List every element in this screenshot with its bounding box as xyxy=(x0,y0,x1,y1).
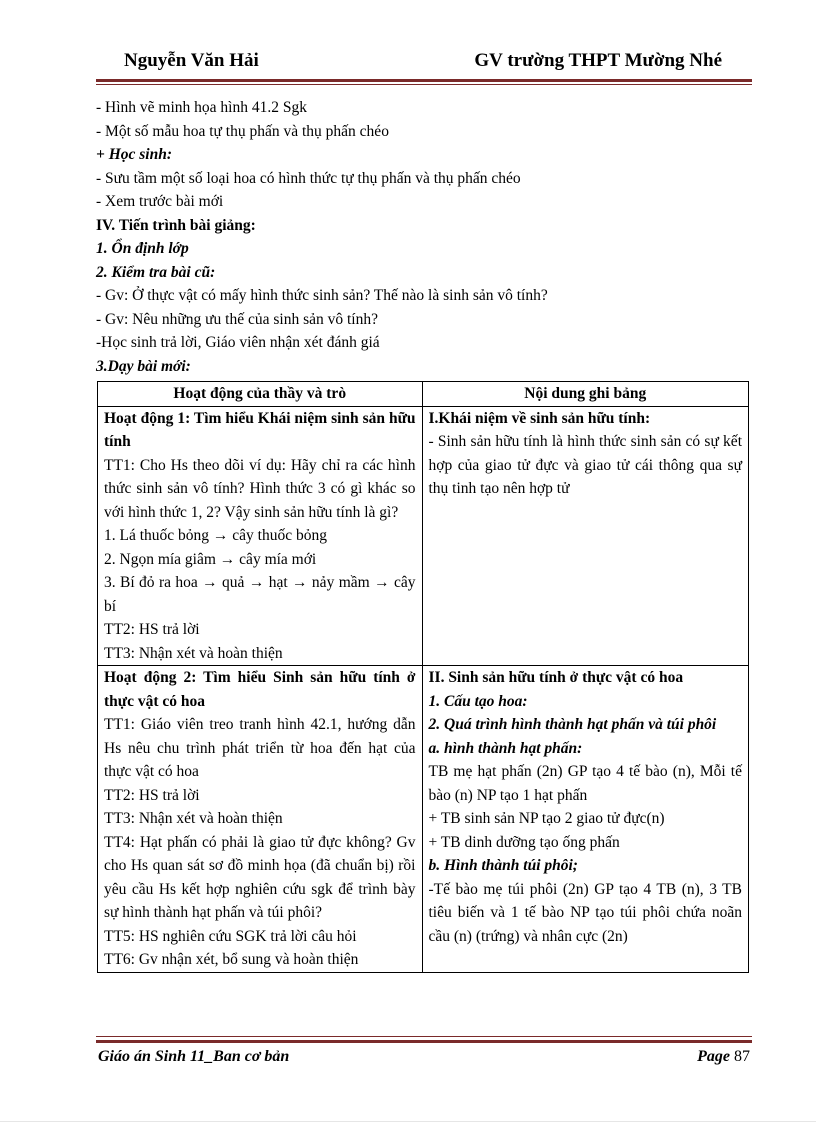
page-edge xyxy=(0,1121,816,1122)
page-label: Page xyxy=(697,1048,730,1065)
activity-title: Hoạt động 1: Tìm hiểu Khái niệm sinh sản hữu tính xyxy=(104,409,416,450)
footer-page xyxy=(697,1048,750,1066)
cell-line: + TB dinh dưỡng tạo ống phấn xyxy=(428,833,620,851)
header-author: Nguyễn Văn Hải xyxy=(124,50,259,71)
footer-rule-thick xyxy=(96,1040,752,1043)
activity-title: Hoạt động 2: Tìm hiểu Sinh sản hữu tính ở thực vật có hoa xyxy=(104,669,416,710)
table-header-row xyxy=(98,382,749,407)
cell-line: TT1: Giáo viên treo tranh hình 42.1, hướng dẫn Hs nêu chu trình phát triển từ hoa đến hạt của thực vật có hoa xyxy=(104,716,416,780)
col-header-activities: Hoạt động của thầy và trò xyxy=(98,382,423,407)
page-header xyxy=(96,44,752,72)
cell-line: TT3: Nhận xét và hoàn thiện xyxy=(104,810,283,827)
body-heading: 1. Ổn định lớp xyxy=(96,240,189,257)
header-rule-thin xyxy=(96,84,752,85)
body-line: - Gv: Ở thực vật có mấy hình thức sinh sản? Thế nào là sinh sản vô tính? xyxy=(96,287,548,304)
header-rule-thick xyxy=(96,79,752,82)
table-cell xyxy=(98,406,423,666)
footer-title: Giáo án Sinh 11_Ban cơ bản xyxy=(98,1048,290,1065)
content-title: II. Sinh sản hữu tính ở thực vật có hoa xyxy=(428,669,684,686)
content-subheading: 2. Quá trình hình thành hạt phấn và túi phôi xyxy=(428,716,717,733)
cell-line: 2. Ngọn mía giâm → cây mía mới xyxy=(104,550,317,568)
body-heading: 2. Kiểm tra bài cũ: xyxy=(96,263,216,281)
footer-rule-thin xyxy=(96,1036,752,1037)
col-header-content: Nội dung ghi bảng xyxy=(422,382,749,407)
cell-line: TT6: Gv nhận xét, bổ sung và hoàn thiện xyxy=(104,951,359,968)
cell-line: TT4: Hạt phấn có phải là giao tử đực không? Gv cho Hs quan sát sơ đồ minh họa (đã chuẩn bị) rồi yêu cầu Hs kết hợp nghiên cứu sgk để trình bày sự hình thành hạt phấn và túi phôi? xyxy=(104,833,416,921)
body-heading: 3.Dạy bài mới: xyxy=(96,357,191,375)
content-subheading: 1. Cấu tạo hoa: xyxy=(428,692,528,710)
body-line: - Sưu tầm một số loại hoa có hình thức tự thụ phấn và thụ phấn chéo xyxy=(96,169,521,187)
cell-line: 1. Lá thuốc bỏng → cây thuốc bỏng xyxy=(104,527,327,544)
header-school: GV trường THPT Mường Nhé xyxy=(474,50,722,71)
content-title: I.Khái niệm về sinh sản hữu tính: xyxy=(428,409,651,427)
cell-line: TB mẹ hạt phấn (2n) GP tạo 4 tế bào (n), Mỗi tế bào (n) NP tạo 1 hạt phấn xyxy=(428,763,742,804)
cell-line: 3. Bí đỏ ra hoa → quả → hạt → nảy mầm → cây bí xyxy=(104,574,416,615)
cell-line: TT2: HS trả lời xyxy=(104,621,200,638)
document-body xyxy=(96,96,752,378)
table-row xyxy=(98,666,749,973)
cell-line: + TB sinh sản NP tạo 2 giao tử đực(n) xyxy=(428,810,665,827)
table-cell xyxy=(422,406,749,666)
body-line: - Một số mẫu hoa tự thụ phấn và thụ phấn chéo xyxy=(96,122,389,140)
content-subheading: b. Hình thành túi phôi; xyxy=(428,857,578,874)
body-heading: + Học sinh: xyxy=(96,146,173,163)
table-row xyxy=(98,406,749,666)
body-line: - Hình vẽ minh họa hình 41.2 Sgk xyxy=(96,99,307,116)
body-line: -Học sinh trả lời, Giáo viên nhận xét đánh giá xyxy=(96,334,380,351)
cell-line: TT2: HS trả lời xyxy=(104,786,200,804)
page-number: 87 xyxy=(734,1048,750,1065)
cell-line: TT1: Cho Hs theo dõi ví dụ: Hãy chỉ ra các hình thức sinh sản vô tính? Hình thức 3 có gì khác so với hình thức 1, 2? Vậy sinh sản hữu tính là gì? xyxy=(104,456,416,521)
table-cell xyxy=(98,666,423,973)
cell-line: -Tế bào mẹ túi phôi (2n) GP tạo 4 TB (n), 3 TB tiêu biến và 1 tế bào NP tạo túi phôi chứa noãn cầu (n) (trứng) và nhân cực (2n) xyxy=(428,880,742,945)
lesson-table xyxy=(97,381,749,973)
cell-line: - Sinh sản hữu tính là hình thức sinh sản có sự kết hợp của giao tử đực và giao tử cái thông qua sự thụ tinh tạo nên hợp tử xyxy=(428,433,742,497)
cell-line: TT3: Nhận xét và hoàn thiện xyxy=(104,644,283,662)
body-line: - Gv: Nêu những ưu thế của sinh sản vô tính? xyxy=(96,310,378,328)
body-line: - Xem trước bài mới xyxy=(96,193,224,210)
cell-line: TT5: HS nghiên cứu SGK trả lời câu hỏi xyxy=(104,927,357,945)
table-cell xyxy=(422,666,749,973)
section-heading: IV. Tiến trình bài giảng: xyxy=(96,216,256,234)
content-subheading: a. hình thành hạt phấn: xyxy=(428,739,583,757)
